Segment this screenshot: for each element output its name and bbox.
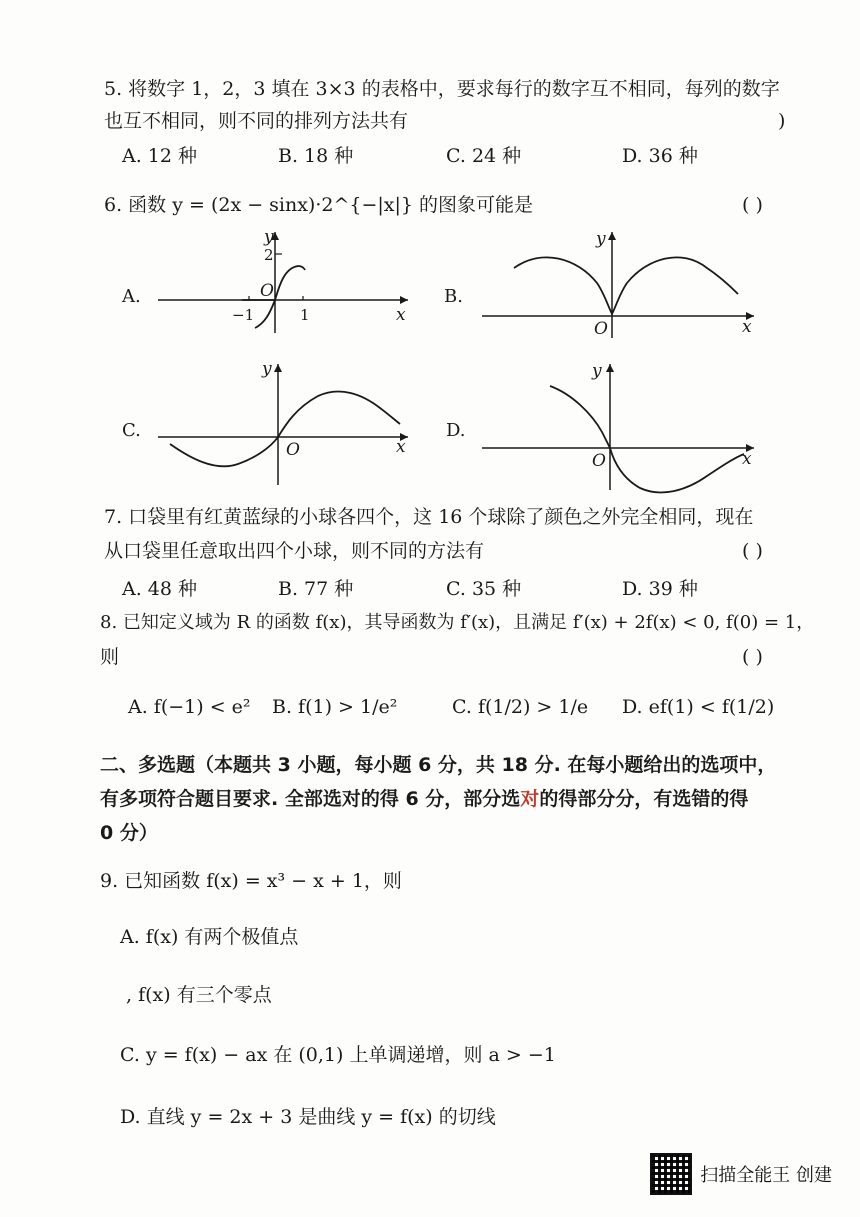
q5-option-b: B. 18 种 — [278, 145, 354, 167]
graph-a-x-label: x — [396, 305, 406, 325]
section2-line3: 0 分） — [100, 822, 158, 844]
graph-a — [120, 228, 420, 338]
q5-line2: 也互不相同，则不同的排列方法共有 — [104, 110, 409, 132]
q5-option-c: C. 24 种 — [446, 145, 522, 167]
q8-option-d: D. ef(1) < f(1/2) — [622, 696, 775, 718]
q9-option-b: , f(x) 有三个零点 — [126, 984, 272, 1006]
graph-a-tick-1: 1 — [300, 306, 310, 324]
graph-a-tick-neg1: −1 — [232, 306, 255, 324]
q8-option-c: C. f(1/2) > 1/e — [452, 696, 589, 718]
graph-c-y-label: y — [262, 359, 272, 379]
graph-c-x-label: x — [396, 437, 406, 457]
graph-b-origin: O — [594, 319, 608, 339]
q5-paren: ) — [778, 110, 786, 132]
q6-stem: 6. 函数 y = (2x − sinx)·2^{−|x|} 的图象可能是 — [104, 194, 534, 216]
graph-b-label: B. — [444, 286, 463, 307]
q9-option-d: D. 直线 y = 2x + 3 是曲线 y = f(x) 的切线 — [120, 1106, 496, 1128]
q8-line2: 则 — [100, 646, 120, 668]
graph-a-tick-2: 2 — [264, 246, 274, 264]
graph-a-origin: O — [260, 281, 274, 301]
q7-option-a: A. 48 种 — [122, 578, 198, 600]
q7-option-d: D. 39 种 — [622, 578, 698, 600]
q9-stem: 9. 已知函数 f(x) = x³ − x + 1，则 — [100, 870, 402, 892]
graph-d-origin: O — [592, 451, 606, 471]
graph-b-x-label: x — [742, 317, 752, 337]
graph-c — [120, 360, 420, 490]
q8-option-b: B. f(1) > 1/e² — [272, 696, 398, 718]
graph-d-y-label: y — [592, 361, 602, 381]
q9-option-c: C. y = f(x) − ax 在 (0,1) 上单调递增，则 a > −1 — [120, 1044, 556, 1066]
q8-line1: 8. 已知定义域为 R 的函数 f(x)，其导函数为 f′(x)，且满足 f′(x) + 2f(x) < 0, f(0) = 1， — [100, 612, 815, 633]
q7-paren: ( ) — [742, 540, 763, 562]
q5-option-d: D. 36 种 — [622, 145, 698, 167]
section2-line2: 有多项符合题目要求. 全部选对的得 6 分，部分选对的得部分分，有选错的得 — [100, 788, 749, 810]
graph-c-origin: O — [286, 440, 300, 460]
q7-option-b: B. 77 种 — [278, 578, 354, 600]
q6-paren: ( ) — [742, 194, 763, 216]
q5-line1: 5. 将数字 1，2，3 填在 3×3 的表格中，要求每行的数字互不相同，每列的数字 — [104, 78, 780, 100]
q5-option-a: A. 12 种 — [122, 145, 198, 167]
qr-code-icon — [650, 1153, 692, 1195]
watermark-text: 扫描全能王 创建 — [700, 1165, 832, 1186]
section2-line1: 二、多选题（本题共 3 小题，每小题 6 分，共 18 分. 在每小题给出的选项中， — [100, 754, 777, 776]
scanner-watermark — [650, 1153, 832, 1195]
q7-line2: 从口袋里任意取出四个小球，则不同的方法有 — [104, 540, 485, 562]
q9-option-a: A. f(x) 有两个极值点 — [120, 926, 299, 948]
q7-line1: 7. 口袋里有红黄蓝绿的小球各四个，这 16 个球除了颜色之外完全相同，现在 — [104, 506, 754, 528]
graph-a-y-label: y — [264, 227, 274, 247]
q7-option-c: C. 35 种 — [446, 578, 522, 600]
graph-b-y-label: y — [596, 229, 606, 249]
q8-option-a: A. f(−1) < e² — [128, 696, 251, 718]
graph-c-label: C. — [122, 420, 141, 441]
graph-d — [442, 360, 762, 500]
graph-d-label: D. — [446, 420, 466, 441]
graph-d-x-label: x — [742, 449, 752, 469]
q8-paren: ( ) — [742, 646, 763, 668]
graph-b — [442, 228, 762, 343]
graph-a-label: A. — [122, 286, 141, 307]
